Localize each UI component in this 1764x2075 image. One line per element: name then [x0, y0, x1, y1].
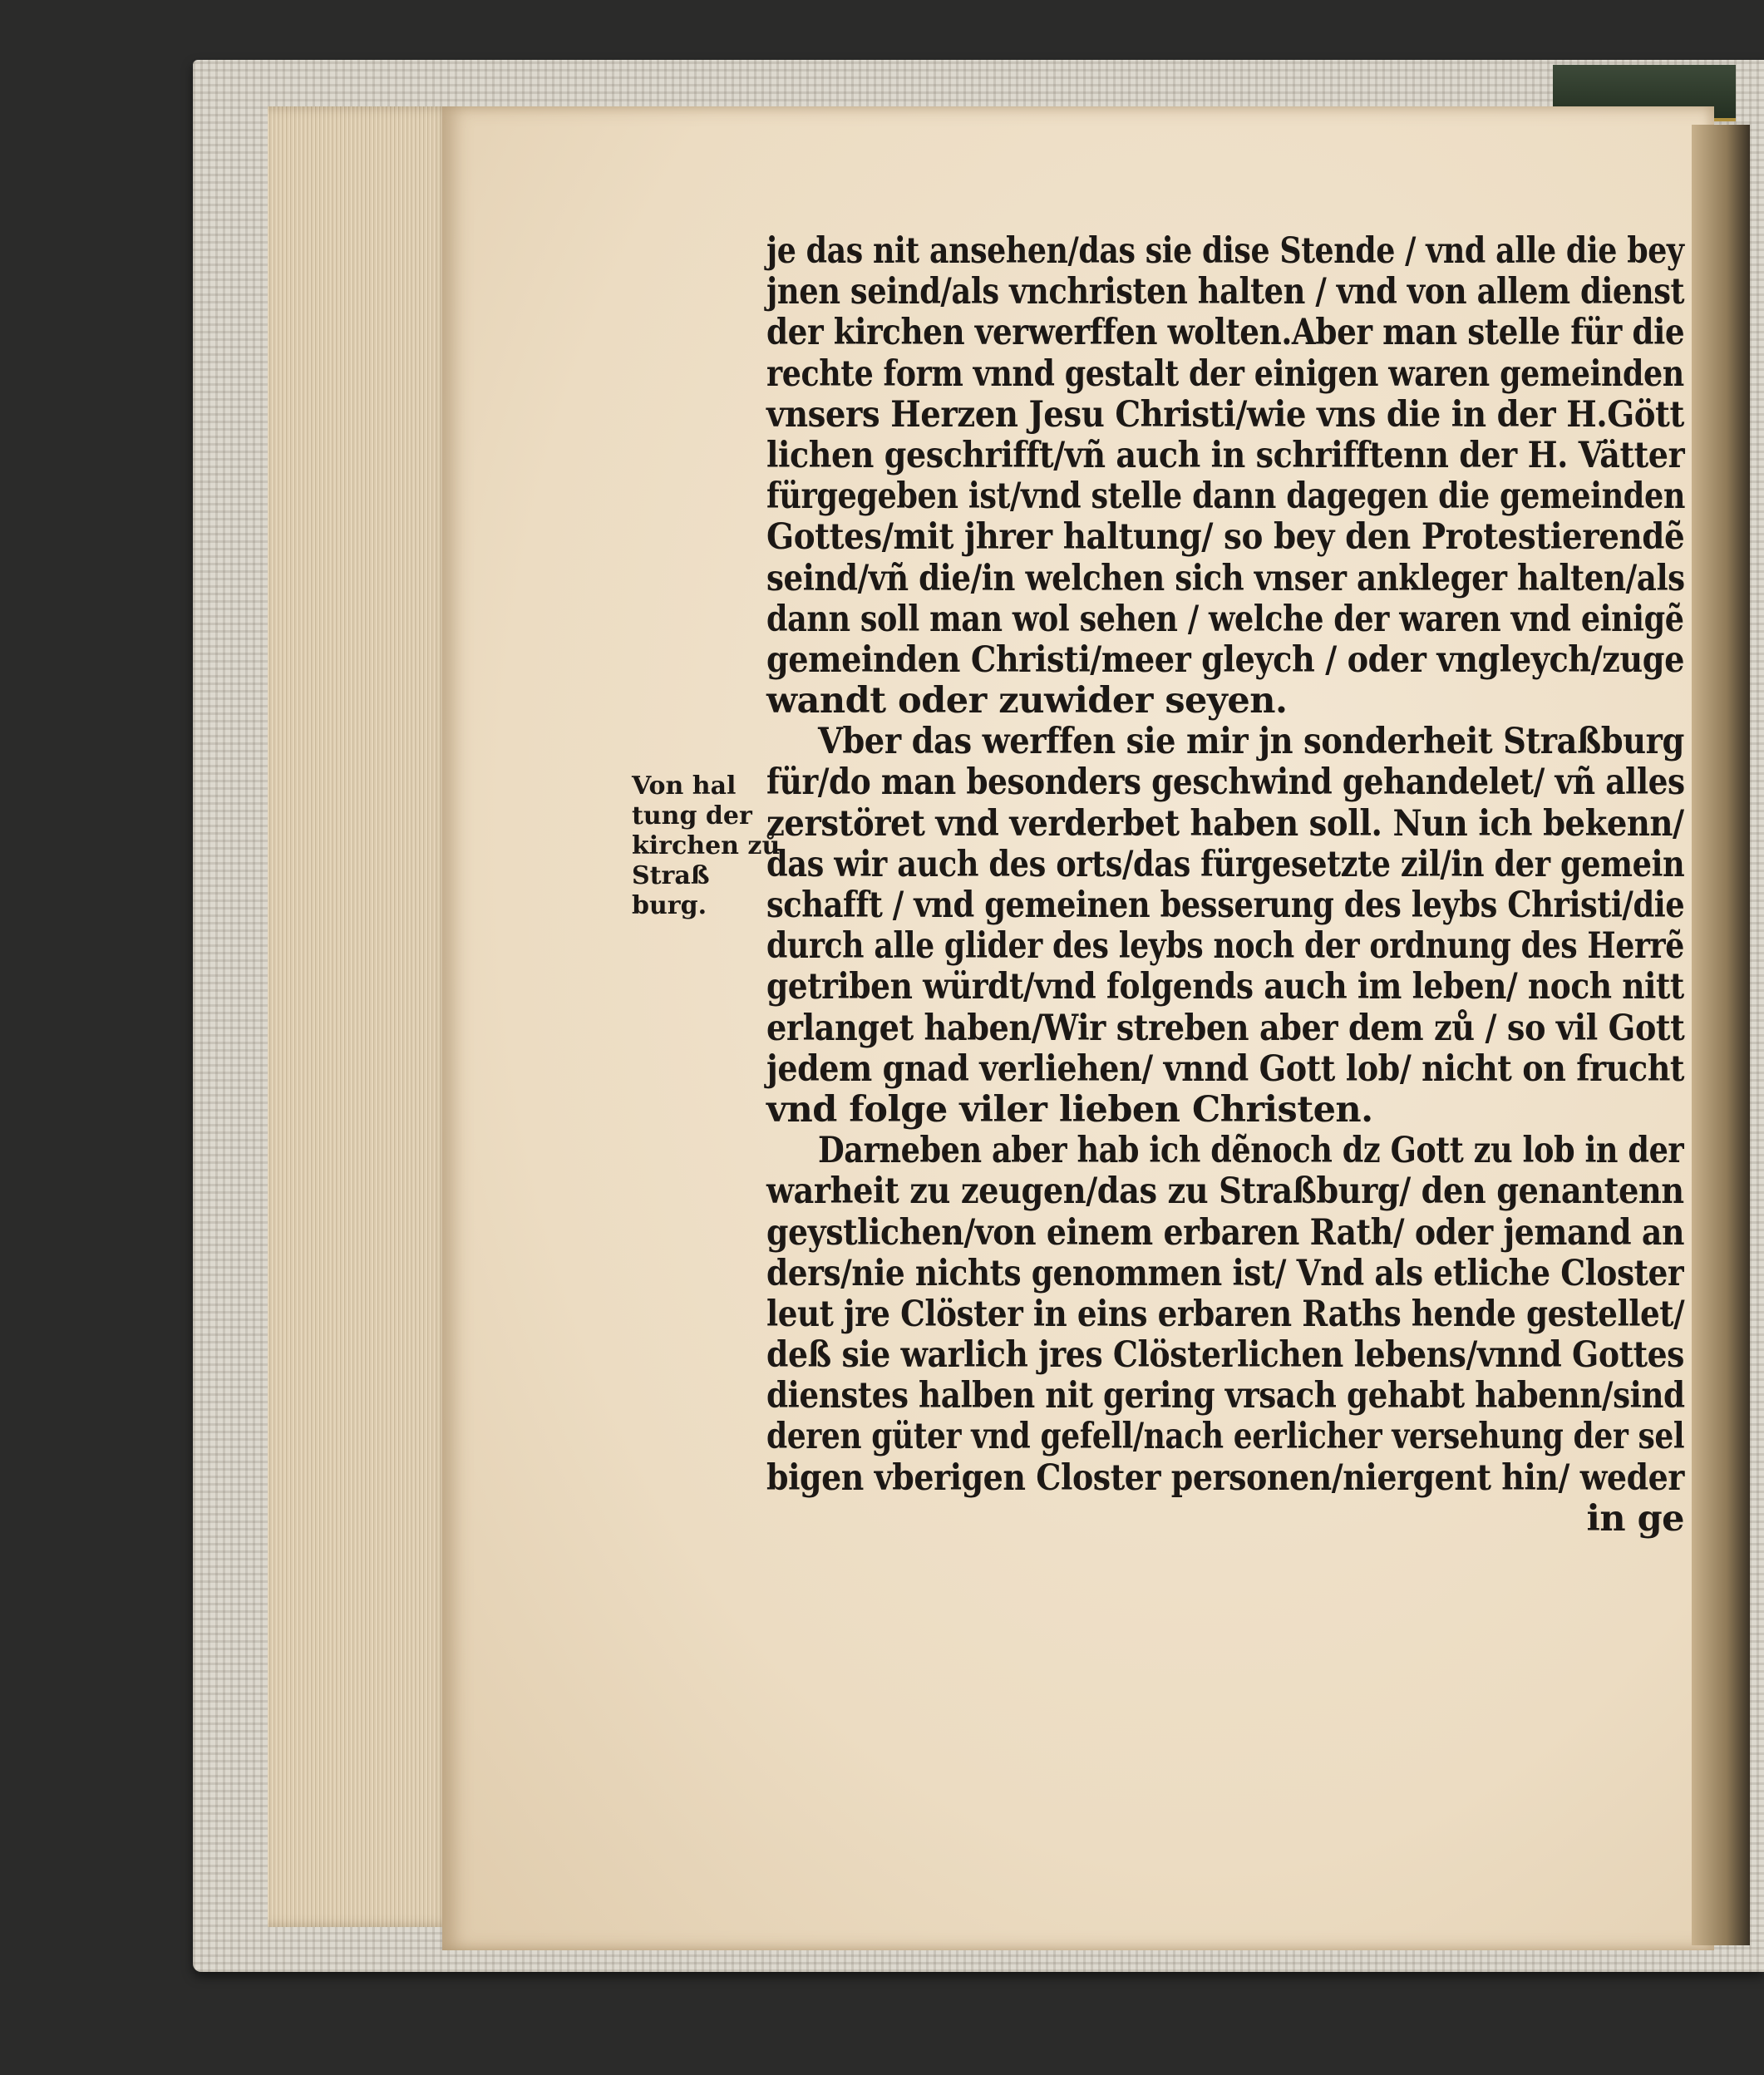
text-line: dann soll man wol sehen / welche der waren vnd einigẽ — [766, 598, 1684, 640]
text-line: bigen vberigen Closter personen/niergent hin/ weder — [766, 1456, 1684, 1499]
text-line: das wir auch des orts/das fürgesetzte zil/in der gemein — [766, 843, 1685, 885]
margin-note-line: burg. — [632, 891, 707, 920]
text-line: seind/vñ die/in welchen sich vnser ankleger halten/als — [766, 557, 1685, 599]
margin-note-line: Von hal — [632, 771, 737, 801]
text-line: Gottes/mit jhrer haltung/ so bey den Protestierendẽ — [766, 516, 1685, 559]
page-edges — [268, 106, 455, 1927]
margin-note-line: tung der — [632, 801, 752, 830]
text-line: der kirchen verwerffen wolten.Aber man stelle für die — [766, 312, 1685, 354]
text-line: fürgegeben ist/vnd stelle dann dagegen die gemeinden — [766, 476, 1686, 518]
main-text-block — [766, 231, 1684, 1540]
text-line: für/do man besonders geschwind gehandelet/ vñ alles — [766, 761, 1685, 804]
catchword: in ge — [1586, 1497, 1684, 1540]
margin-note-line: Straß — [632, 861, 710, 890]
text-line: durch alle glider des leybs noch der ordnung des Herrẽ — [766, 925, 1684, 968]
text-line: leut jre Clöster in eins erbaren Raths hende gestellet/ — [766, 1293, 1685, 1335]
text-line: vnd folge viler lieben Christen. — [766, 1088, 1373, 1131]
text-line: schafft / vnd gemeinen besserung des leybs Christi/die — [766, 885, 1685, 926]
page-gutter — [1692, 125, 1750, 1945]
text-line: deren güter vnd gefell/nach eerlicher versehung der sel — [766, 1416, 1685, 1458]
text-line: geystlichen/von einem erbaren Rath/ oder jemand an — [766, 1211, 1685, 1254]
text-line: vnsers Herzen Jesu Christi/wie vns die in der H.Gött — [766, 393, 1684, 436]
text-line: jedem gnad verliehen/ vnnd Gott lob/ nicht on frucht — [766, 1047, 1685, 1090]
text-line: ders/nie nichts genommen ist/ Vnd als etliche Closter — [766, 1252, 1684, 1294]
margin-note-line: kirchen zů — [632, 831, 781, 860]
text-line: dienstes halben nit gering vrsach gehabt habenn/sind — [766, 1375, 1685, 1417]
text-line: deß sie warlich jres Clösterlichen lebens/vnnd Gottes — [766, 1334, 1684, 1377]
margin-note — [632, 771, 781, 921]
text-line: lichen geschrifft/vñ auch in schrifftenn der H. Vätter — [766, 434, 1685, 476]
text-line: getriben würdt/vnd folgends auch im leben/ noch nitt — [766, 966, 1684, 1008]
text-line: je das nit ansehen/das sie dise Stende / vnd alle die bey — [766, 230, 1684, 272]
text-line: zerstöret vnd verderbet haben soll. Nun ich bekenn/ — [766, 802, 1684, 845]
text-line: gemeinden Christi/meer gleych / oder vngleych/zuge — [766, 638, 1684, 681]
text-line: erlanget haben/Wir streben aber dem zů / so vil Gott — [766, 1007, 1685, 1049]
text-line: rechte form vnnd gestalt der einigen waren gemeinden — [766, 352, 1684, 395]
text-line: jnen seind/als vnchristen halten / vnd von allem dienst — [766, 271, 1685, 313]
text-line: warheit zu zeugen/das zu Straßburg/ den genantenn — [766, 1171, 1684, 1213]
text-line: Vber das werffen sie mir jn sonderheit Straßburg — [818, 721, 1684, 763]
text-line: Darneben aber hab ich dẽnoch dz Gott zu lob in der — [818, 1130, 1684, 1172]
text-line: wandt oder zuwider seyen. — [766, 680, 1288, 722]
